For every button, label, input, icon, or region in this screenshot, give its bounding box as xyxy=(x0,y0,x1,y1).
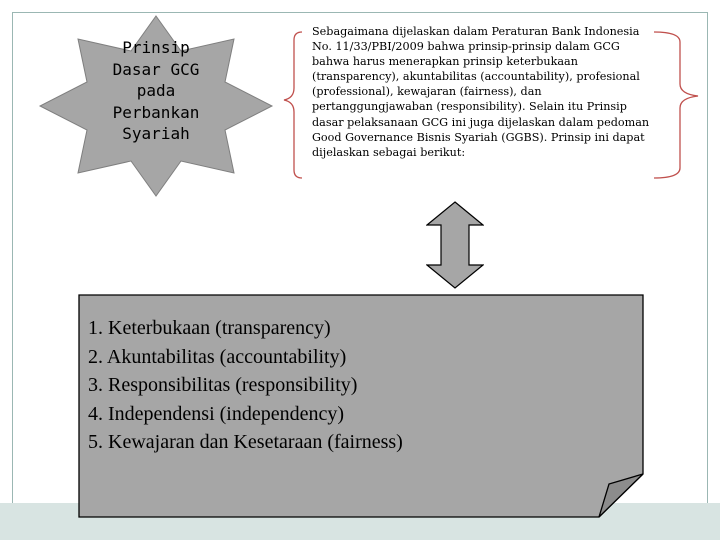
list-item: 2. Akuntabilitas (accountability) xyxy=(88,345,347,368)
star-line: pada xyxy=(136,81,176,100)
right-brace xyxy=(652,30,700,180)
list-item: 4. Independensi (independency) xyxy=(88,402,345,425)
description-text: Sebagaimana dijelaskan dalam Peraturan Bank Indonesia No. 11/33/PBI/2009 bahwa prinsip-prinsip dalam GCG bahwa harus menerapkan prinsip keterbukaan (transparency), akuntabilitas (accountability), profesional (professional), kewajaran (fairness), dan pertanggungjawaban (responsibility). Selain itu Prinsip dasar pelaksanaan GCG ini juga dijelaskan dalam pedoman Good Governance Bisnis Syariah (GGBS). Prinsip ini dapat dijelaskan sebagai berikut: xyxy=(312,25,650,159)
list-item: 1. Keterbukaan (transparency) xyxy=(88,317,331,339)
star-line: Dasar GCG xyxy=(112,59,200,79)
list-item: 3. Responsibilitas (responsibility) xyxy=(88,374,358,396)
principles-note xyxy=(78,294,644,518)
principles-list xyxy=(88,314,628,457)
star-line: Perbankan xyxy=(112,102,200,122)
left-brace xyxy=(282,30,304,180)
star-label xyxy=(86,37,226,145)
up-down-arrow-icon xyxy=(426,201,484,289)
list-item: 5. Kewajaran dan Kesetaraan (fairness) xyxy=(88,431,403,453)
star-line: Prinsip xyxy=(122,38,190,57)
star-line: Syariah xyxy=(122,124,190,143)
